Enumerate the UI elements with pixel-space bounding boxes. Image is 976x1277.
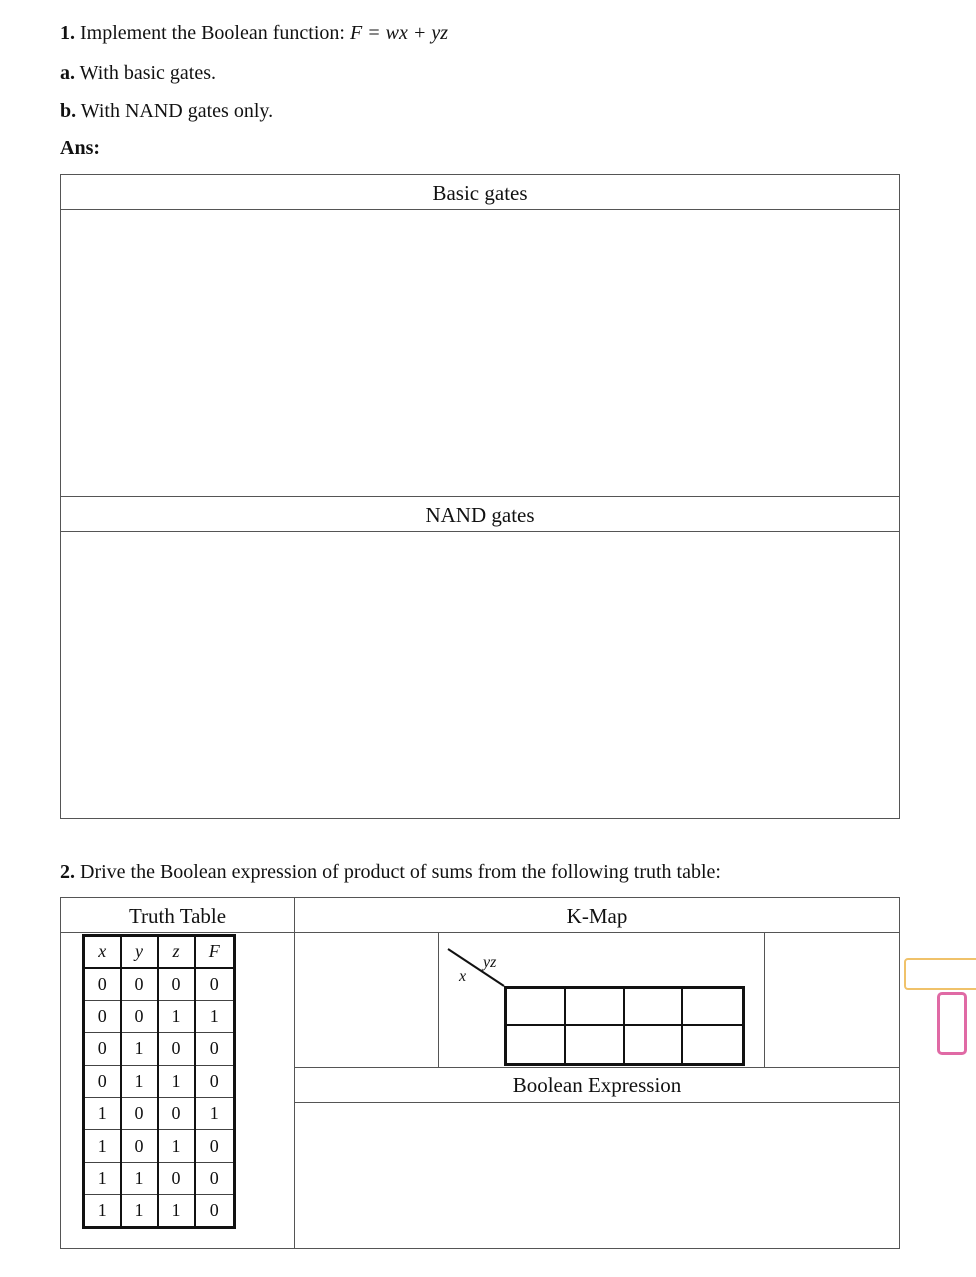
part-a-text: With basic gates. <box>79 62 217 84</box>
kmap-col-var: yz <box>483 954 497 971</box>
header-x: x <box>84 936 121 968</box>
table-row <box>84 1065 235 1097</box>
question-1-title <box>60 22 448 45</box>
table-row <box>84 968 235 1000</box>
kmap-frame-left <box>438 933 439 1067</box>
output-cell: 0 <box>195 1162 235 1194</box>
part-b-label: b. <box>60 100 77 122</box>
cell: 1 <box>121 1162 158 1194</box>
kmap-cell[interactable] <box>566 1026 625 1063</box>
question-1-number: 1. <box>60 22 75 44</box>
output-cell: 1 <box>195 1097 235 1129</box>
question-2-number: 2. <box>60 861 75 883</box>
cell: 0 <box>84 1065 121 1097</box>
output-cell: 0 <box>195 1065 235 1097</box>
cell: 0 <box>158 1097 195 1129</box>
table-row <box>84 1097 235 1129</box>
output-cell: 0 <box>195 1130 235 1162</box>
cell: 0 <box>84 1033 121 1065</box>
boolean-expression-area[interactable] <box>295 1103 899 1248</box>
cell: 1 <box>121 1033 158 1065</box>
truth-table-caption: Truth Table <box>128 904 227 928</box>
truth-table-body <box>84 968 235 1227</box>
edge-text-box[interactable] <box>904 958 976 990</box>
kmap-frame-right <box>764 933 765 1067</box>
cell: 1 <box>158 1065 195 1097</box>
cell: 1 <box>121 1065 158 1097</box>
cell: 0 <box>84 1000 121 1032</box>
boolean-expression-caption: Boolean Expression <box>512 1073 682 1097</box>
question-2-prompt: Drive the Boolean expression of product of sums from the following truth table: <box>80 861 721 883</box>
part-b-text: With NAND gates only. <box>80 100 274 122</box>
nand-gates-caption: NAND gates <box>425 503 535 527</box>
boolean-function: F = wx + yz <box>349 22 449 44</box>
cell: 0 <box>158 968 195 1000</box>
kmap-cell[interactable] <box>683 1026 742 1063</box>
kmap-cell[interactable] <box>683 989 742 1026</box>
divider <box>295 1067 899 1068</box>
divider <box>61 496 899 497</box>
cell: 1 <box>84 1195 121 1227</box>
table-row <box>84 1162 235 1194</box>
table-row <box>84 1195 235 1227</box>
kmap-cell[interactable] <box>625 989 684 1026</box>
cell: 1 <box>84 1097 121 1129</box>
truth-table <box>82 934 236 1229</box>
ans-label: Ans: <box>60 137 101 159</box>
truth-table-header <box>84 936 235 968</box>
kmap-row-var: x <box>459 968 467 985</box>
question-2-title <box>60 861 721 884</box>
basic-gates-area[interactable] <box>61 210 899 496</box>
part-a-label: a. <box>60 62 75 84</box>
cell: 1 <box>121 1195 158 1227</box>
cell: 1 <box>84 1162 121 1194</box>
answer-box <box>60 174 900 819</box>
cell: 0 <box>121 1000 158 1032</box>
cell: 0 <box>84 968 121 1000</box>
output-cell: 0 <box>195 1033 235 1065</box>
header-z: z <box>158 936 195 968</box>
part-b <box>60 100 273 123</box>
table-row <box>84 1000 235 1032</box>
cell: 0 <box>121 1097 158 1129</box>
cell: 0 <box>121 968 158 1000</box>
output-cell: 0 <box>195 1195 235 1227</box>
output-cell: 0 <box>195 968 235 1000</box>
header-y: y <box>121 936 158 968</box>
kmap-diagonal <box>440 945 510 990</box>
cell: 1 <box>158 1000 195 1032</box>
question-1-prompt: Implement the Boolean function: <box>80 22 345 44</box>
basic-gates-caption: Basic gates <box>432 181 528 205</box>
cell: 0 <box>121 1130 158 1162</box>
cell: 1 <box>158 1130 195 1162</box>
table-row <box>84 1033 235 1065</box>
kmap-grid <box>504 986 745 1066</box>
nand-gates-area[interactable] <box>61 532 899 818</box>
output-cell: 1 <box>195 1000 235 1032</box>
cell: 1 <box>158 1195 195 1227</box>
kmap-cell[interactable] <box>507 1026 566 1063</box>
edge-handle[interactable] <box>937 992 967 1055</box>
kmap-cell[interactable] <box>625 1026 684 1063</box>
cell: 1 <box>84 1130 121 1162</box>
cell: 0 <box>158 1033 195 1065</box>
kmap-caption: K-Map <box>566 904 628 928</box>
part-a <box>60 62 216 85</box>
divider <box>61 932 899 933</box>
kmap-cell[interactable] <box>507 989 566 1026</box>
cell: 0 <box>158 1162 195 1194</box>
header-f: F <box>195 936 235 968</box>
kmap-cell[interactable] <box>566 989 625 1026</box>
table-row <box>84 1130 235 1162</box>
